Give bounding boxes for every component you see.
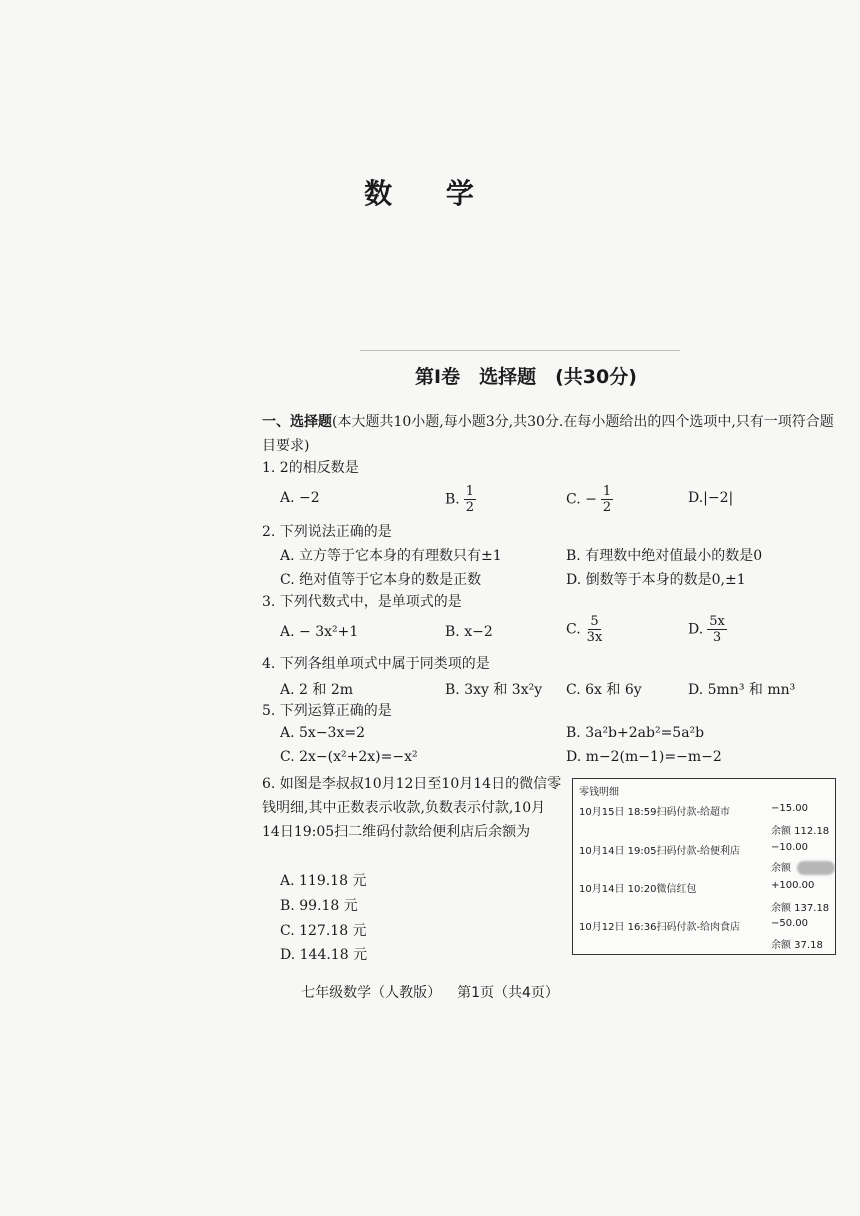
q2-option-b: B. 有理数中绝对值最小的数是0 bbox=[566, 548, 763, 564]
numerator: 1 bbox=[465, 484, 475, 499]
q4-option-d: D. 5mn³ 和 mn³ bbox=[688, 682, 796, 698]
q3-option-d-fraction bbox=[707, 614, 727, 645]
q3-option-d bbox=[688, 614, 727, 645]
denominator: 3x bbox=[586, 630, 603, 645]
page-footer bbox=[0, 982, 860, 1002]
q3-option-b: B. x−2 bbox=[445, 624, 493, 640]
q1-option-b-label: B. bbox=[445, 491, 460, 508]
q1-option-c-label: C. − bbox=[566, 491, 597, 508]
q3-option-d-label: D. bbox=[688, 621, 704, 638]
numerator: 5 bbox=[590, 614, 599, 629]
wallet-row-desc: 10月15日 18:59扫码付款-给超市 bbox=[579, 807, 731, 818]
q1-option-b-fraction bbox=[464, 484, 476, 515]
q4-option-b: B. 3xy 和 3x²y bbox=[445, 682, 543, 698]
q3-option-c-label: C. bbox=[566, 621, 581, 638]
wallet-row-desc: 10月12日 16:36扫码付款-给肉食店 bbox=[579, 922, 741, 933]
q1-option-c bbox=[566, 484, 613, 515]
numerator: 1 bbox=[602, 484, 612, 499]
q6-option-d: D. 144.18 元 bbox=[280, 947, 368, 963]
q2-stem: 2. 下列说法正确的是 bbox=[262, 524, 392, 540]
q1-option-c-fraction bbox=[601, 484, 613, 515]
wallet-row-amount: −50.00 bbox=[771, 918, 809, 929]
q6-option-b: B. 99.18 元 bbox=[280, 898, 358, 914]
wallet-row-amount: −10.00 bbox=[771, 842, 809, 853]
q5-option-b: B. 3a²b+2ab²=5a²b bbox=[566, 725, 705, 741]
instruction-text: (本大题共10小题,每小题3分,共30分.在每小题给出的四个选项中,只有一项符合题目要求) bbox=[262, 414, 834, 454]
wallet-balance-label: 余额 bbox=[771, 863, 791, 874]
wallet-row-amount: −15.00 bbox=[771, 803, 809, 814]
wallet-statement bbox=[572, 778, 836, 955]
q5-option-c: C. 2x−(x²+2x)=−x² bbox=[280, 749, 418, 765]
instruction bbox=[262, 410, 842, 458]
page-title: 数 学 bbox=[364, 177, 496, 210]
q1-option-a: A. −2 bbox=[280, 490, 320, 506]
redacted-smudge bbox=[797, 861, 835, 875]
q1-stem: 1. 2的相反数是 bbox=[262, 460, 359, 476]
q3-stem: 3. 下列代数式中，是单项式的是 bbox=[262, 594, 462, 610]
q3-option-a: A. − 3x²+1 bbox=[280, 624, 359, 640]
wallet-row-desc: 10月14日 10:20微信红包 bbox=[579, 884, 697, 895]
q1-option-b bbox=[445, 484, 476, 515]
denominator: 3 bbox=[712, 630, 722, 645]
wallet-row-balance: 余额 37.18 bbox=[771, 940, 823, 951]
q5-option-d: D. m−2(m−1)=−m−2 bbox=[566, 749, 722, 765]
instruction-heading: 一、选择题 bbox=[262, 414, 332, 430]
q5-option-a: A. 5x−3x=2 bbox=[280, 725, 365, 741]
q2-option-a: A. 立方等于它本身的有理数只有±1 bbox=[280, 548, 502, 564]
q2-option-d: D. 倒数等于本身的数是0,±1 bbox=[566, 572, 746, 588]
numerator: 5x bbox=[709, 614, 725, 629]
wallet-title: 零钱明细 bbox=[579, 787, 619, 798]
q4-stem: 4. 下列各组单项式中属于同类项的是 bbox=[262, 656, 490, 672]
wallet-row-balance: 余额 137.18 bbox=[771, 903, 830, 914]
denominator: 2 bbox=[465, 500, 475, 515]
q2-option-c: C. 绝对值等于它本身的数是正数 bbox=[280, 572, 482, 588]
q1-option-d: D.|−2| bbox=[688, 490, 734, 506]
q6-option-a: A. 119.18 元 bbox=[280, 873, 367, 889]
wallet-row-balance: 余额 112.18 bbox=[771, 826, 830, 837]
q3-option-c-fraction bbox=[585, 614, 605, 645]
wallet-row-amount: +100.00 bbox=[771, 880, 815, 891]
section-title: 第Ⅰ卷 选择题 (共30分) bbox=[415, 366, 637, 388]
q6-stem: 6. 如图是李叔叔10月12日至10月14日的微信零钱明细,其中正数表示收款,负数表示付款,10月14日19:05扫二维码付款给便利店后余额为 bbox=[262, 776, 562, 840]
wallet-row-desc: 10月14日 19:05扫码付款-给便利店 bbox=[579, 846, 741, 857]
q6-option-c: C. 127.18 元 bbox=[280, 923, 367, 939]
footer-course: 七年级数学（人教版） bbox=[301, 985, 442, 1001]
q5-stem: 5. 下列运算正确的是 bbox=[262, 703, 392, 719]
wallet-row-balance bbox=[771, 859, 835, 875]
divider bbox=[360, 350, 680, 351]
denominator: 2 bbox=[602, 500, 612, 515]
footer-page-number: 第1页（共4页） bbox=[457, 985, 559, 1001]
q3-option-c bbox=[566, 614, 604, 645]
q4-option-a: A. 2 和 2m bbox=[280, 682, 354, 698]
q4-option-c: C. 6x 和 6y bbox=[566, 682, 642, 698]
